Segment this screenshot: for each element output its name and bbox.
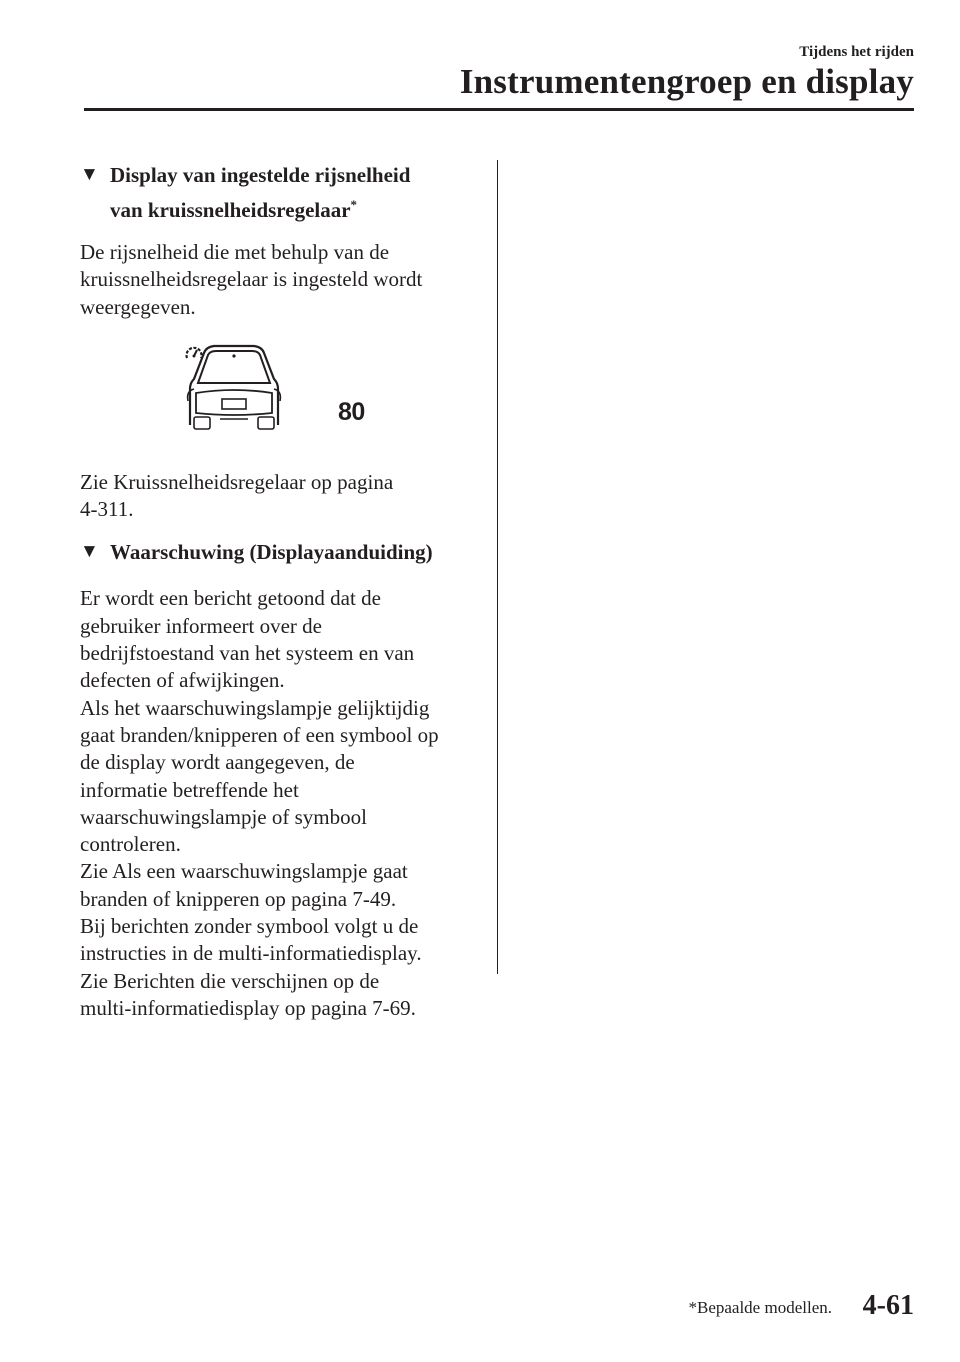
cruise-speedometer-icon: [184, 343, 204, 363]
column-divider: [497, 160, 498, 974]
section-heading-text: Waarschuwing (Displayaanduiding): [110, 540, 433, 565]
section-heading-cruise-speed: [80, 160, 480, 225]
section-heading-line1: Display van ingestelde rijsnelheid: [110, 163, 411, 187]
header-rule: [84, 108, 914, 111]
footnote-star: *: [350, 197, 358, 212]
section-body: De rijsnelheid die met behulp van de kruissnelheidsregelaar is ingesteld wordt weergegeven.: [80, 240, 423, 319]
page-title: Instrumentengroep en display: [459, 62, 914, 101]
triangle-marker-icon: ▼: [80, 541, 99, 563]
section-body: Er wordt een bericht getoond dat de gebruiker informeert over de bedrijfstoestand van het systeem en van defecten of afwijkingen. Als het waarschuwingslampje gelijktijdig gaat branden/knipperen of een symbool op de display wordt aangegeven, de informatie betreffende het waarschuwingslampje of symbool controleren. Zie Als een waarschuwingslampje gaat branden of knipperen op pagina 7-49. Bij berichten zonder symbool volgt u de instructies in de multi-informatiedisplay. Zie Berichten die verschijnen op de multi-informatiedisplay op pagina 7-69.: [80, 586, 439, 1020]
running-header-section: Tijdens het rijden: [799, 44, 914, 60]
triangle-marker-icon: ▼: [80, 164, 99, 185]
left-column: [80, 160, 480, 1022]
display-illustration: [80, 343, 480, 463]
page-number: 4-61: [862, 1290, 914, 1321]
set-speed-value: 80: [338, 397, 365, 426]
footnote: *Bepaalde modellen.: [688, 1298, 832, 1317]
section-heading-line2: van kruissnelheidsregelaar: [110, 198, 351, 222]
section-heading-warning: [80, 537, 480, 567]
cross-reference: Zie Kruissnelheidsregelaar op pagina 4-311.: [80, 469, 394, 522]
